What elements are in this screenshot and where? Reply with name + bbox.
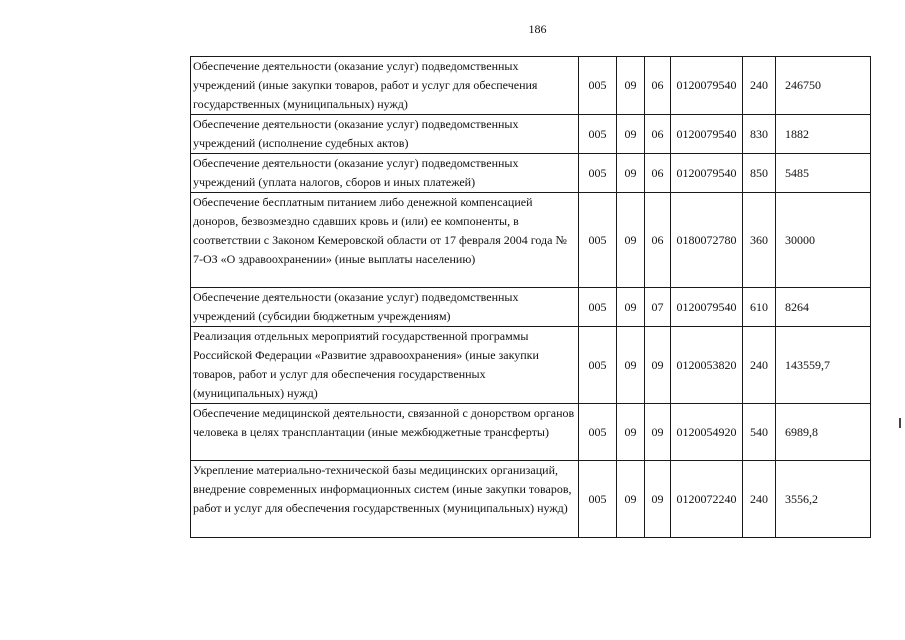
budget-table — [190, 56, 871, 538]
row-expense-type: 360 — [743, 193, 776, 288]
table-row — [191, 404, 871, 461]
row-description: Обеспечение деятельности (оказание услуг) подведомственных учреждений (субсидии бюджетным учреждениям) — [191, 288, 579, 327]
page-number: 186 — [528, 22, 547, 36]
row-expense-type: 240 — [743, 327, 776, 404]
row-target-article: 0120054920 — [671, 404, 743, 461]
scan-edge-mark — [899, 418, 901, 428]
row-expense-type: 240 — [743, 461, 776, 538]
row-amount: 6989,8 — [776, 404, 871, 461]
table-row — [191, 154, 871, 193]
row-expense-type: 830 — [743, 115, 776, 154]
row-ministry-code: 005 — [579, 404, 617, 461]
row-ministry-code: 005 — [579, 461, 617, 538]
row-section-code: 09 — [617, 404, 645, 461]
table-row — [191, 327, 871, 404]
row-subsection-code: 09 — [645, 327, 671, 404]
row-subsection-code: 06 — [645, 115, 671, 154]
row-section-code: 09 — [617, 461, 645, 538]
row-amount: 1882 — [776, 115, 871, 154]
row-ministry-code: 005 — [579, 193, 617, 288]
row-description: Обеспечение медицинской деятельности, связанной с донорством органов человека в целях трансплантации (иные межбюджетные трансферты) — [191, 404, 579, 461]
row-section-code: 09 — [617, 327, 645, 404]
row-section-code: 09 — [617, 154, 645, 193]
row-description: Обеспечение деятельности (оказание услуг) подведомственных учреждений (уплата налогов, сборов и иных платежей) — [191, 154, 579, 193]
row-subsection-code: 06 — [645, 57, 671, 115]
table-row — [191, 461, 871, 538]
row-target-article: 0180072780 — [671, 193, 743, 288]
row-section-code: 09 — [617, 288, 645, 327]
row-ministry-code: 005 — [579, 115, 617, 154]
row-expense-type: 540 — [743, 404, 776, 461]
row-amount: 30000 — [776, 193, 871, 288]
row-target-article: 0120079540 — [671, 288, 743, 327]
row-description: Укрепление материально-технической базы медицинских организаций, внедрение современных информационных систем (иные закупки товаров, работ и услуг для обеспечения государственных (муниципальных) нужд) — [191, 461, 579, 538]
row-section-code: 09 — [617, 115, 645, 154]
table-row — [191, 193, 871, 288]
table-row — [191, 57, 871, 115]
row-expense-type: 240 — [743, 57, 776, 115]
table-row — [191, 115, 871, 154]
row-subsection-code: 09 — [645, 404, 671, 461]
row-expense-type: 610 — [743, 288, 776, 327]
row-amount: 143559,7 — [776, 327, 871, 404]
row-target-article: 0120079540 — [671, 154, 743, 193]
row-description: Обеспечение бесплатным питанием либо денежной компенсацией доноров, безвозмездно сдавших кровь и (или) ее компоненты, в соответствии с Законом Кемеровской области от 17 февраля 2004 года № 7-ОЗ «О здравоохранении» (иные выплаты населению) — [191, 193, 579, 288]
row-subsection-code: 07 — [645, 288, 671, 327]
row-amount: 246750 — [776, 57, 871, 115]
row-description: Реализация отдельных мероприятий государственной программы Российской Федерации «Развитие здравоохранения» (иные закупки товаров, работ и услуг для обеспечения государственных (муниципальных) нужд) — [191, 327, 579, 404]
row-target-article: 0120079540 — [671, 115, 743, 154]
row-description: Обеспечение деятельности (оказание услуг) подведомственных учреждений (исполнение судебных актов) — [191, 115, 579, 154]
row-section-code: 09 — [617, 57, 645, 115]
row-subsection-code: 06 — [645, 154, 671, 193]
row-target-article: 0120053820 — [671, 327, 743, 404]
row-target-article: 0120079540 — [671, 57, 743, 115]
row-amount: 3556,2 — [776, 461, 871, 538]
row-subsection-code: 06 — [645, 193, 671, 288]
row-amount: 5485 — [776, 154, 871, 193]
row-ministry-code: 005 — [579, 57, 617, 115]
row-ministry-code: 005 — [579, 154, 617, 193]
row-target-article: 0120072240 — [671, 461, 743, 538]
row-description: Обеспечение деятельности (оказание услуг) подведомственных учреждений (иные закупки товаров, работ и услуг для обеспечения государственных (муниципальных) нужд) — [191, 57, 579, 115]
row-amount: 8264 — [776, 288, 871, 327]
row-section-code: 09 — [617, 193, 645, 288]
table-row — [191, 288, 871, 327]
row-expense-type: 850 — [743, 154, 776, 193]
row-ministry-code: 005 — [579, 288, 617, 327]
row-subsection-code: 09 — [645, 461, 671, 538]
row-ministry-code: 005 — [579, 327, 617, 404]
